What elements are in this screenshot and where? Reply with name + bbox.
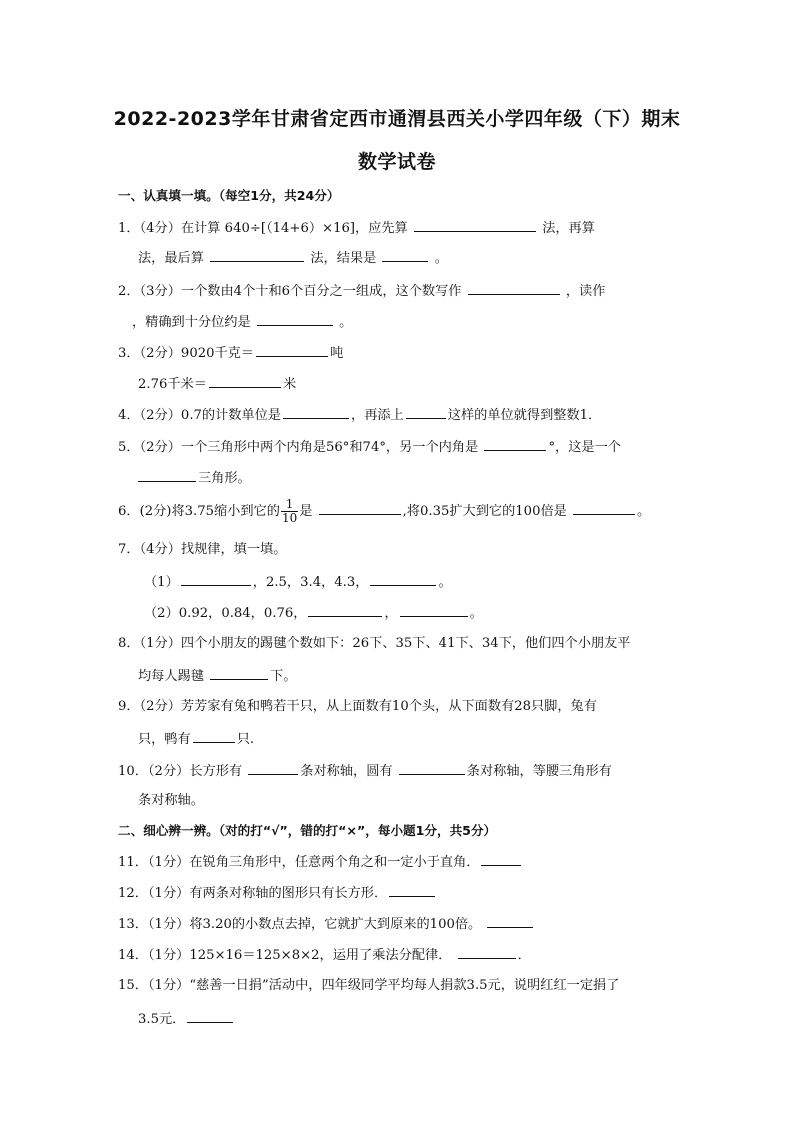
answer-blank[interactable] [382,249,428,262]
question-9-line2: 只，鸭有 只. [138,732,255,747]
answer-blank[interactable] [187,1010,233,1023]
answer-blank[interactable] [308,604,382,617]
question-3-line2: 2.76千米＝ 米 [138,377,297,392]
answer-blank[interactable] [319,502,401,515]
answer-blank[interactable] [487,915,533,928]
question-8-line2: 均每人踢毽 下。 [138,669,297,684]
answer-blank[interactable] [210,667,268,680]
answer-blank[interactable] [573,502,635,515]
exam-title-line2: 数学试卷 [357,151,436,173]
question-9-line1: 9．（2分）芳芳家有兔和鸭若干只，从上面数有10个头，从下面数有28只脚，兔有 [118,699,597,714]
question-5-line2: 三角形。 [138,469,251,487]
answer-blank[interactable] [138,469,196,482]
question-15-line2: 3.5元． [138,1010,235,1028]
question-5-text: 5．（2分）一个三角形中两个内角是56°和74°，另一个内角是 [118,440,479,455]
question-1-text: 1．（4分）在计算 640÷[（14+6）×16]，应先算 [118,221,408,236]
question-3-line1: 3．（2分）9020千克＝ 吨 [118,346,344,361]
answer-blank[interactable] [414,219,536,232]
question-2-line2: ，精确到十分位约是 。 [132,315,353,330]
question-1-line1: 1．（4分）在计算 640÷[（14+6）×16]，应先算 法，再算 [118,221,595,236]
question-6: 6．(2分)将3.75缩小到它的 $\frac{1}{10}$ 是 ,将0.35扩大到它的100倍是 。 [118,497,651,525]
question-6-text: 6．(2分)将3.75缩小到它的 [118,504,280,519]
question-14-text: 14．（1分）125×16＝125×8×2，运用了乘法分配律． [118,948,452,963]
answer-blank[interactable] [193,730,235,743]
answer-blank[interactable] [370,573,436,586]
answer-blank[interactable] [256,344,328,357]
question-1-line2: 法，最后算 法，结果是 。 [138,251,448,266]
answer-blank[interactable] [257,313,333,326]
question-12-text: 12．（1分）有两条对称轴的图形只有长方形． [118,886,388,901]
question-15-line1: 15．（1分）“慈善一日捐”活动中，四年级同学平均每人捐款3.5元，说明红红一定捐了 [118,978,620,993]
question-10-text: 10．（2分）长方形有 [118,764,243,779]
answer-blank[interactable] [400,604,468,617]
question-13 [118,915,535,933]
question-4-text: 4．（2分）0.7的计数单位是 [118,408,282,423]
answer-blank[interactable] [468,282,560,295]
question-2-line1: 2．（3分）一个数由4个十和6个百分之一组成，这个数写作 ，读作 [118,284,606,299]
question-13-text: 13．（1分）将3.20的小数点去掉，它就扩大到原来的100倍。 [118,917,482,932]
question-7: 7．（4分）找规律，填一填。 [118,542,287,557]
question-14: 14．（1分）125×16＝125×8×2，运用了乘法分配律． ． [118,948,531,963]
fraction-one-tenth: $\frac{1}{10}$ [281,497,298,525]
answer-blank[interactable] [389,884,435,897]
question-10-line1: 10．（2分）长方形有 条对称轴，圆有 条对称轴，等腰三角形有 [118,764,612,779]
exam-title-line1: 2022-2023学年甘肃省定西市通渭县西关小学四年级（下）期末 [113,108,681,130]
answer-blank[interactable] [210,249,304,262]
answer-blank[interactable] [406,406,446,419]
answer-blank[interactable] [481,853,521,866]
question-10-line2: 条对称轴。 [138,793,204,808]
answer-blank[interactable] [484,438,546,451]
question-4: 4．（2分）0.7的计数单位是 ，再添上 这样的单位就得到整数1． [118,408,602,423]
question-7-part1: （1） ，2.5，3.4，4.3， 。 [144,575,452,590]
section-heading-fill-in: 一、认真填一填。（每空1分，共24分） [118,188,340,203]
question-5-line1: 5．（2分）一个三角形中两个内角是56°和74°，另一个内角是 °，这是一个 [118,440,621,455]
answer-blank[interactable] [458,946,516,959]
question-8-line1: 8．（1分）四个小朋友的踢毽个数如下：26下、35下、41下、34下，他们四个小朋友平 [118,636,631,651]
question-12 [118,884,437,902]
question-11 [118,853,523,871]
question-7-part2: （2）0.92，0.84，0.76， ， 。 [144,606,483,621]
answer-blank[interactable] [399,762,465,775]
answer-blank[interactable] [283,406,349,419]
answer-blank[interactable] [181,573,251,586]
answer-blank[interactable] [248,762,298,775]
question-2-text: 2．（3分）一个数由4个十和6个百分之一组成，这个数写作 [118,284,462,299]
answer-blank[interactable] [209,375,281,388]
question-11-text: 11．（1分）在锐角三角形中，任意两个角之和一定小于直角． [118,855,480,870]
section-heading-true-false: 二、细心辨一辨。（对的打“√”，错的打“×”，每小题1分，共5分） [118,823,497,838]
question-3-text: 3．（2分）9020千克＝ [118,346,255,361]
